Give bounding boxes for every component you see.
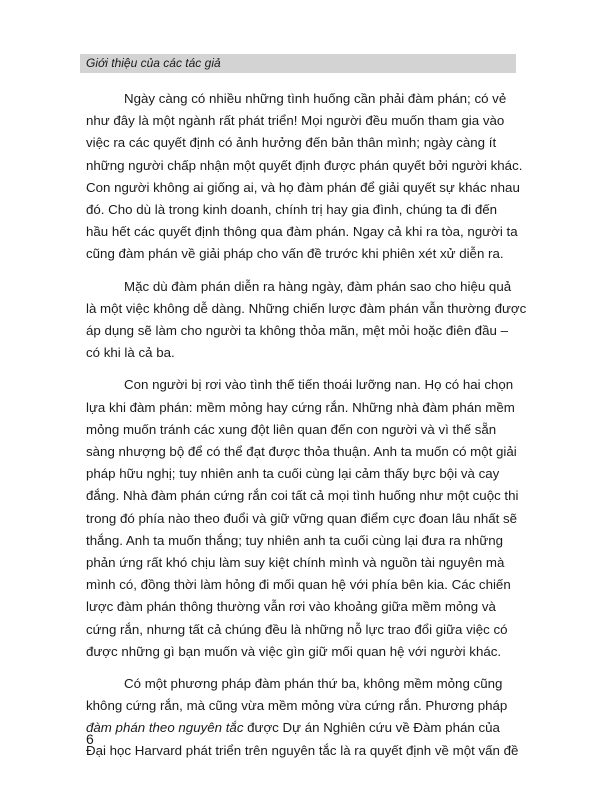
text-line: cũng đàm phán về giải pháp cho vấn đề trước khi phiên xét xử diễn ra. <box>86 246 504 262</box>
text-line: Đại học Harvard phát triển trên nguyên tắc là ra quyết định về một vấn đề <box>86 742 519 758</box>
text-line: hầu hết các quyết định thông qua đàm phán. Ngay cả khi ra tòa, người ta <box>86 224 518 240</box>
text-line-rest: được Dự án Nghiên cứu về Đàm phán của <box>243 720 500 736</box>
text-line: là một việc không dễ dàng. Những chiến lược đàm phán vẫn thường được <box>86 300 527 316</box>
text-line: phản ứng rất khó chịu làm suy kiệt chính mình và nguồn tài nguyên mà <box>86 555 505 571</box>
text-line: đắng. Nhà đàm phán cứng rắn coi tất cả mọi tình huống như một cuộc thi <box>86 488 519 504</box>
text-line: pháp hữu nghị; tuy nhiên anh ta cuối cùng lại cảm thấy bực bội và cay <box>86 466 500 482</box>
text-line: có khi là cả ba. <box>86 345 175 361</box>
text-line: mỏng muốn tránh các xung đột liên quan đến con người và vì thế sẵn <box>86 421 497 437</box>
page-number: 6 <box>86 731 94 747</box>
text-line: lựa khi đàm phán: mềm mỏng hay cứng rắn. Những nhà đàm phán mềm <box>86 399 515 415</box>
text-line: Con người bị rơi vào tình thế tiến thoái lưỡng nan. Họ có hai chọn <box>124 377 514 393</box>
paragraph <box>86 673 520 762</box>
italic-term: đàm phán theo nguyên tắc <box>86 720 244 736</box>
running-header-title: Giới thiệu của các tác giả <box>86 56 221 70</box>
text-line: trong đó phía nào theo đuổi và giữ vững quan điểm cực đoan lâu nhất sẽ <box>86 510 518 526</box>
text-line: Ngày càng có nhiều những tình huống cần phải đàm phán; có vẻ <box>124 91 507 106</box>
text-line: đó. Cho dù là trong kinh doanh, chính trị hay gia đình, chúng ta đi đến <box>86 202 498 218</box>
text-line: thắng. Anh ta muốn thắng; tuy nhiên anh ta cuối cùng lại đưa ra những <box>86 532 504 548</box>
text-line: không cứng rắn, mà cũng vừa mềm mỏng vừa cứng rắn. Phương pháp <box>86 698 508 714</box>
text-line <box>86 717 520 739</box>
text-line: việc ra các quyết định có ảnh hưởng đến bản thân mình; ngày càng ít <box>86 135 497 151</box>
text-line: sàng nhượng bộ để có thể đạt được thỏa thuận. Anh ta muốn có một giải <box>86 444 517 460</box>
text-line: cứng rắn, nhưng tất cả chúng đều là những nỗ lực trao đổi giữa việc có <box>86 621 508 637</box>
paragraph <box>86 88 523 266</box>
text-line: Con người không ai giống ai, và họ đàm phán để giải quyết sự khác nhau <box>86 179 520 195</box>
text-line: mình có, đồng thời làm hỏng đi mối quan hệ với phía bên kia. Các chiến <box>86 577 511 593</box>
text-line: như đây là một ngành rất phát triển! Mọi người đều muốn tham gia vào <box>86 113 505 129</box>
text-line: Mặc dù đàm phán diễn ra hàng ngày, đàm phán sao cho hiệu quả <box>124 278 512 294</box>
text-line: Có một phương pháp đàm phán thứ ba, không mềm mỏng cũng <box>124 676 503 692</box>
body-text <box>86 88 527 772</box>
text-line: được những gì bạn muốn và việc gìn giữ mối quan hệ với người khác. <box>86 643 502 659</box>
paragraph <box>86 276 527 365</box>
text-line: những người chấp nhận một quyết định được phán quyết bởi người khác. <box>86 157 523 173</box>
running-header <box>80 54 516 73</box>
text-line: áp dụng sẽ làm cho người ta không thỏa mãn, mệt mỏi hoặc điên đầu – <box>86 323 508 339</box>
text-line: lược đàm phán thông thường vẫn rơi vào khoảng giữa mềm mỏng và <box>86 599 496 615</box>
paragraph <box>86 374 520 663</box>
